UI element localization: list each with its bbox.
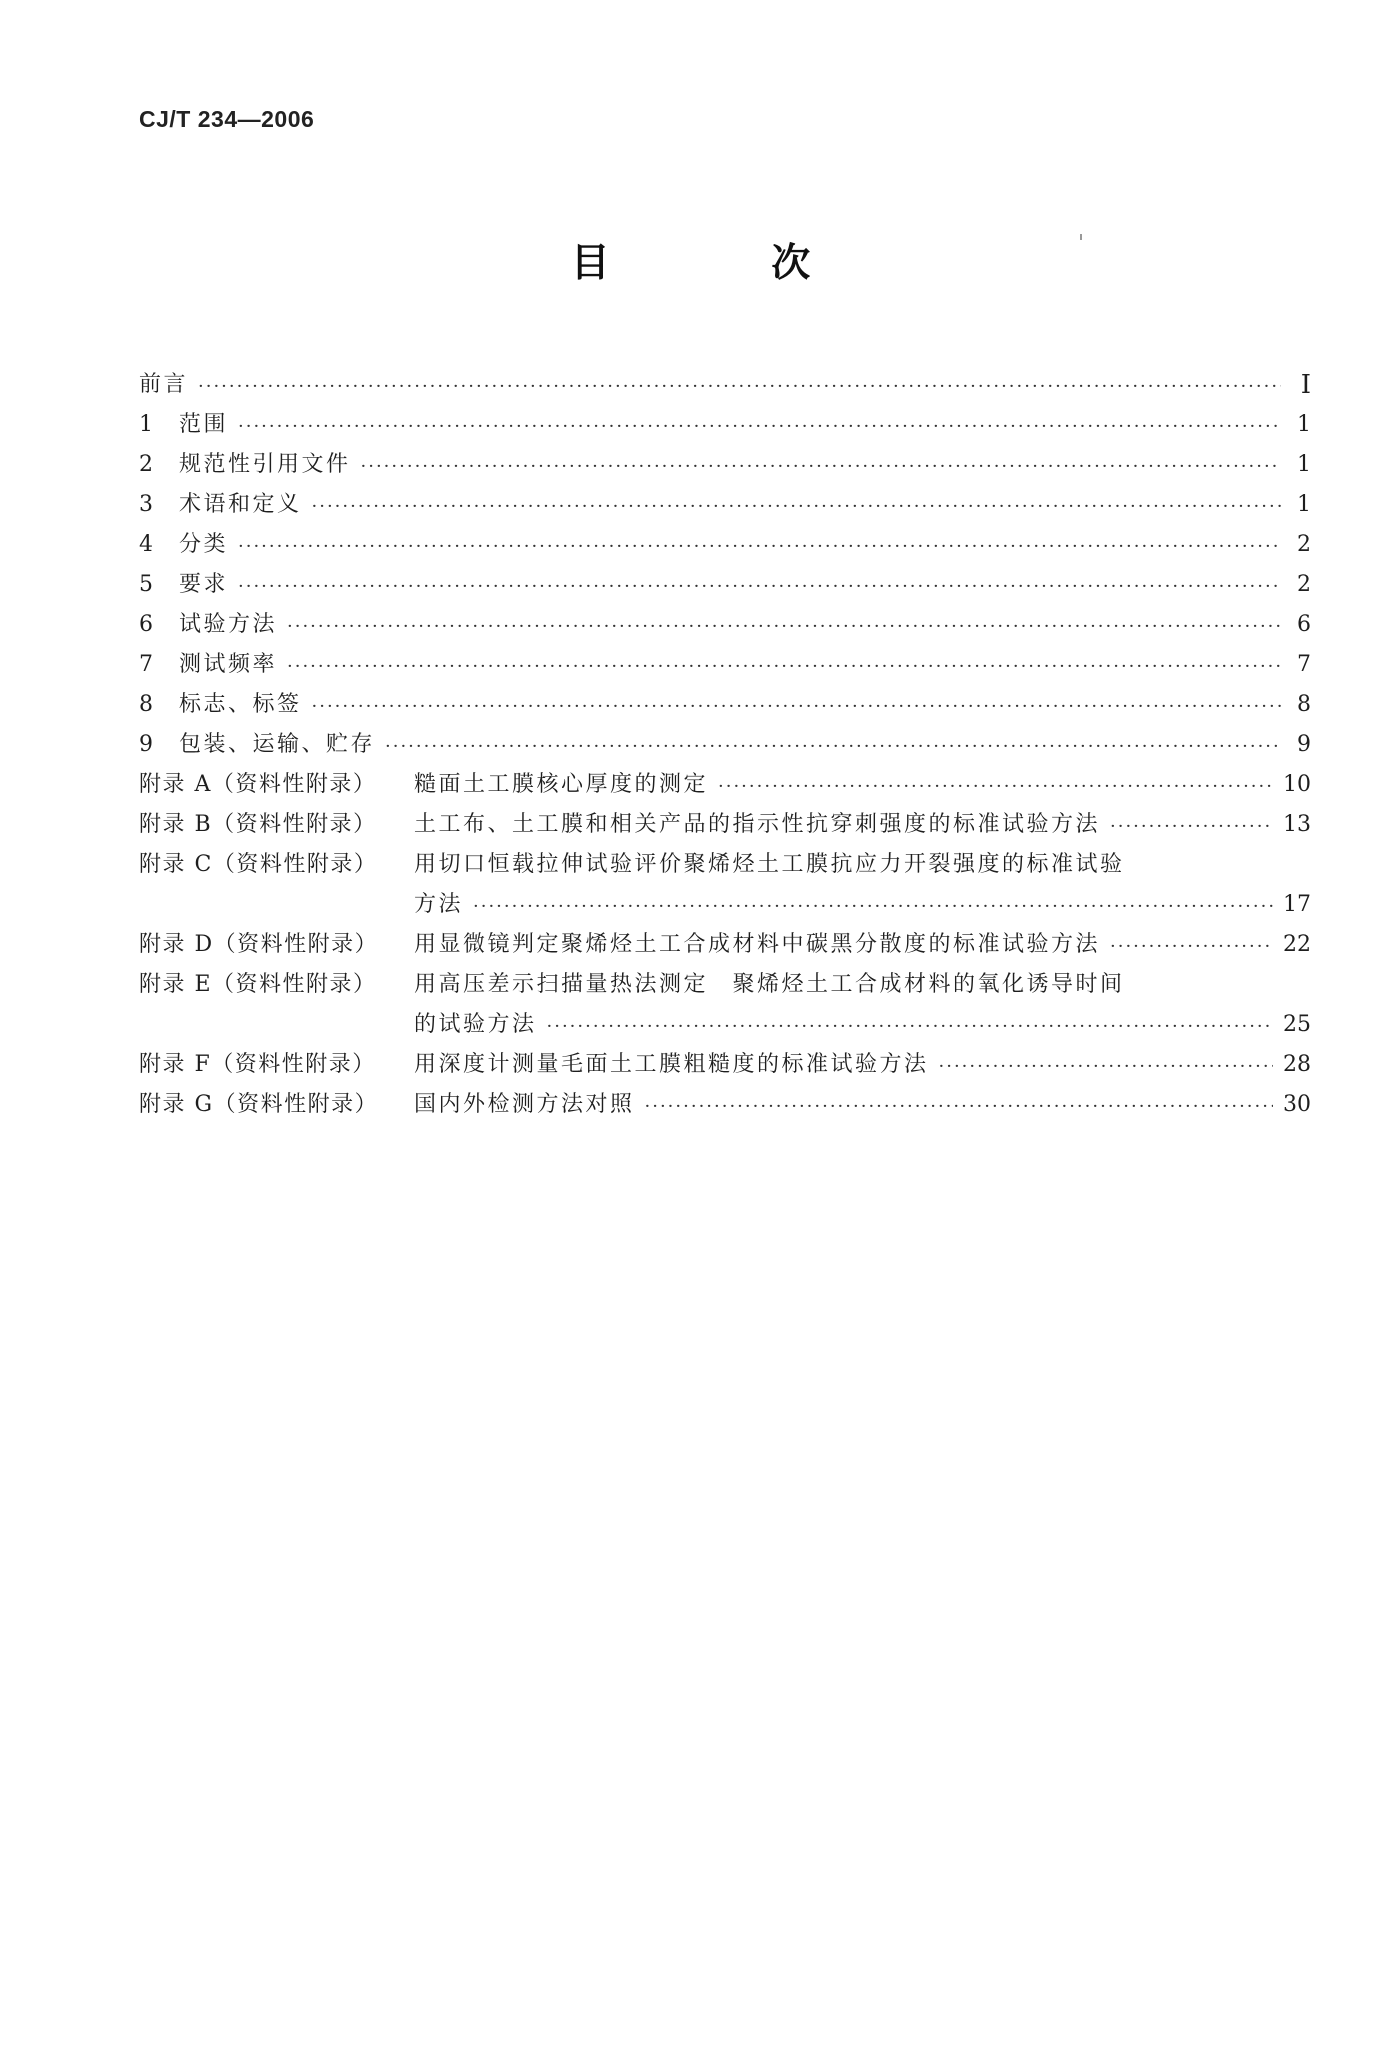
toc-entry-scope[interactable] <box>139 401 1311 441</box>
toc-entry-label: 要求 <box>179 572 229 597</box>
toc-entry-requirements[interactable] <box>139 561 1311 601</box>
toc-entry-page: 22 <box>1283 932 1311 957</box>
toc-entry-appendix-d[interactable] <box>139 921 1311 961</box>
appendix-prefix: 附录 D（资料性附录） <box>139 932 379 957</box>
appendix-prefix: 附录 B（资料性附录） <box>139 812 377 837</box>
dot-leader <box>385 733 1281 761</box>
toc-entry-text <box>139 769 708 801</box>
dot-leader <box>287 653 1281 681</box>
toc-entry-text <box>139 689 302 721</box>
toc-entry-label: 试验方法 <box>179 612 278 637</box>
toc-entry-page: 28 <box>1283 1052 1311 1077</box>
toc-entry-page: 17 <box>1283 892 1311 917</box>
appendix-prefix: 附录 E（资料性附录） <box>139 972 377 997</box>
toc-entry-label: 包装、运输、贮存 <box>179 732 376 757</box>
toc-entry-text <box>139 729 375 761</box>
toc-entry-number: 2 <box>139 452 153 477</box>
dot-leader <box>473 893 1273 921</box>
toc-entry-text <box>139 849 1311 881</box>
toc-entry-page: Ⅰ <box>1300 370 1311 400</box>
toc-entry-label: 用切口恒载拉伸试验评价聚烯烃土工膜抗应力开裂强度的标准试验 <box>414 852 1125 877</box>
appendix-prefix: 附录 F（资料性附录） <box>139 1052 376 1077</box>
dot-leader <box>1110 933 1273 961</box>
toc-entry-page: 2 <box>1297 532 1311 557</box>
dot-leader <box>238 413 1281 441</box>
toc-entry-label: 测试频率 <box>179 652 278 677</box>
toc-entry-page: 1 <box>1297 412 1311 437</box>
dot-leader <box>718 773 1273 801</box>
toc-entry-page: 13 <box>1283 812 1311 837</box>
toc-entry-label: 标志、标签 <box>179 692 302 717</box>
toc-entry-label: 用显微镜判定聚烯烃土工合成材料中碳黑分散度的标准试验方法 <box>414 932 1101 957</box>
toc-entry-page: 1 <box>1297 452 1311 477</box>
toc-entry-test-frequency[interactable] <box>139 641 1311 681</box>
page-title: 目 次 <box>570 241 885 286</box>
toc-entry-label: 土工布、土工膜和相关产品的指示性抗穿刺强度的标准试验方法 <box>414 812 1101 837</box>
toc-entry-number: 9 <box>139 732 153 757</box>
toc-entry-text <box>139 809 1100 841</box>
toc-entry-label: 术语和定义 <box>179 492 302 517</box>
toc-entry-number: 3 <box>139 492 153 517</box>
toc-entry-normative-references[interactable] <box>139 441 1311 481</box>
toc-entry-terms[interactable] <box>139 481 1311 521</box>
toc-entry-text <box>139 649 277 681</box>
toc-entry-number: 4 <box>139 532 153 557</box>
dot-leader <box>1110 813 1273 841</box>
toc-entry-appendix-c[interactable] <box>139 841 1311 881</box>
toc-entry-label-continuation: 方法 <box>414 892 464 917</box>
toc-entry-packaging[interactable] <box>139 721 1311 761</box>
toc-entry-page: 7 <box>1297 652 1311 677</box>
appendix-prefix: 附录 C（资料性附录） <box>139 852 378 877</box>
appendix-prefix: 附录 G（资料性附录） <box>139 1092 379 1117</box>
toc-entry-label: 用高压差示扫描量热法测定 聚烯烃土工合成材料的氧化诱导时间 <box>414 972 1125 997</box>
toc-entry-number: 8 <box>139 692 153 717</box>
dot-leader <box>312 493 1281 521</box>
dot-leader <box>645 1093 1273 1121</box>
toc-entry-number: 1 <box>139 412 153 437</box>
dot-leader <box>312 693 1281 721</box>
dot-leader <box>238 533 1281 561</box>
document-code: CJ/T 234—2006 <box>139 106 315 132</box>
toc-entry-number: 5 <box>139 572 153 597</box>
toc-entry-appendix-e[interactable] <box>139 961 1311 1001</box>
toc-entry-page: 2 <box>1297 572 1311 597</box>
toc-entry-page: 9 <box>1297 732 1311 757</box>
toc-entry-text <box>139 609 277 641</box>
toc-entry-label: 前言 <box>139 372 189 397</box>
toc-entry-appendix-g[interactable] <box>139 1081 1311 1121</box>
toc-entry-page: 25 <box>1283 1012 1311 1037</box>
toc-entry-page: 6 <box>1297 612 1311 637</box>
dot-leader <box>939 1053 1273 1081</box>
toc-entry-text <box>139 409 228 441</box>
toc-entry-text <box>139 449 351 481</box>
toc-entry-label: 国内外检测方法对照 <box>414 1092 635 1117</box>
dot-leader <box>198 373 1281 401</box>
toc-entry-text <box>139 569 228 601</box>
toc-entry-marking-labelling[interactable] <box>139 681 1311 721</box>
toc-entry-label-continuation: 的试验方法 <box>414 1012 537 1037</box>
toc-entry-classification[interactable] <box>139 521 1311 561</box>
toc-entry-label: 范围 <box>179 412 229 437</box>
toc-entry-test-methods[interactable] <box>139 601 1311 641</box>
toc-entry-text <box>139 1089 635 1121</box>
toc-entry-label: 糙面土工膜核心厚度的测定 <box>414 772 709 797</box>
dot-leader <box>361 453 1281 481</box>
toc-entry-number: 6 <box>139 612 153 637</box>
toc-entry-page: 8 <box>1297 692 1311 717</box>
toc-entry-label: 分类 <box>179 532 229 557</box>
appendix-prefix: 附录 A（资料性附录） <box>139 772 377 797</box>
toc-entry-appendix-f[interactable] <box>139 1041 1311 1081</box>
toc-entry-text <box>139 489 302 521</box>
toc-entry-page: 30 <box>1283 1092 1311 1117</box>
toc-entry-label: 用深度计测量毛面土工膜粗糙度的标准试验方法 <box>414 1052 929 1077</box>
scan-speck <box>1080 234 1082 240</box>
toc-entry-page: 1 <box>1297 492 1311 517</box>
toc-entry-label: 规范性引用文件 <box>179 452 351 477</box>
toc-entry-text <box>139 889 463 921</box>
table-of-contents <box>139 361 1311 1121</box>
toc-entry-text <box>139 929 1100 961</box>
toc-entry-appendix-a[interactable] <box>139 761 1311 801</box>
toc-entry-text <box>139 529 228 561</box>
toc-entry-appendix-e-continuation[interactable] <box>139 1001 1311 1041</box>
dot-leader <box>287 613 1281 641</box>
dot-leader <box>238 573 1281 601</box>
toc-entry-page: 10 <box>1283 772 1311 797</box>
dot-leader <box>547 1013 1273 1041</box>
toc-entry-foreword[interactable] <box>139 361 1311 401</box>
toc-entry-appendix-c-continuation[interactable] <box>139 881 1311 921</box>
toc-entry-number: 7 <box>139 652 153 677</box>
toc-entry-text <box>139 1009 537 1041</box>
toc-entry-appendix-b[interactable] <box>139 801 1311 841</box>
toc-entry-text <box>139 969 1311 1001</box>
toc-entry-text <box>139 1049 929 1081</box>
